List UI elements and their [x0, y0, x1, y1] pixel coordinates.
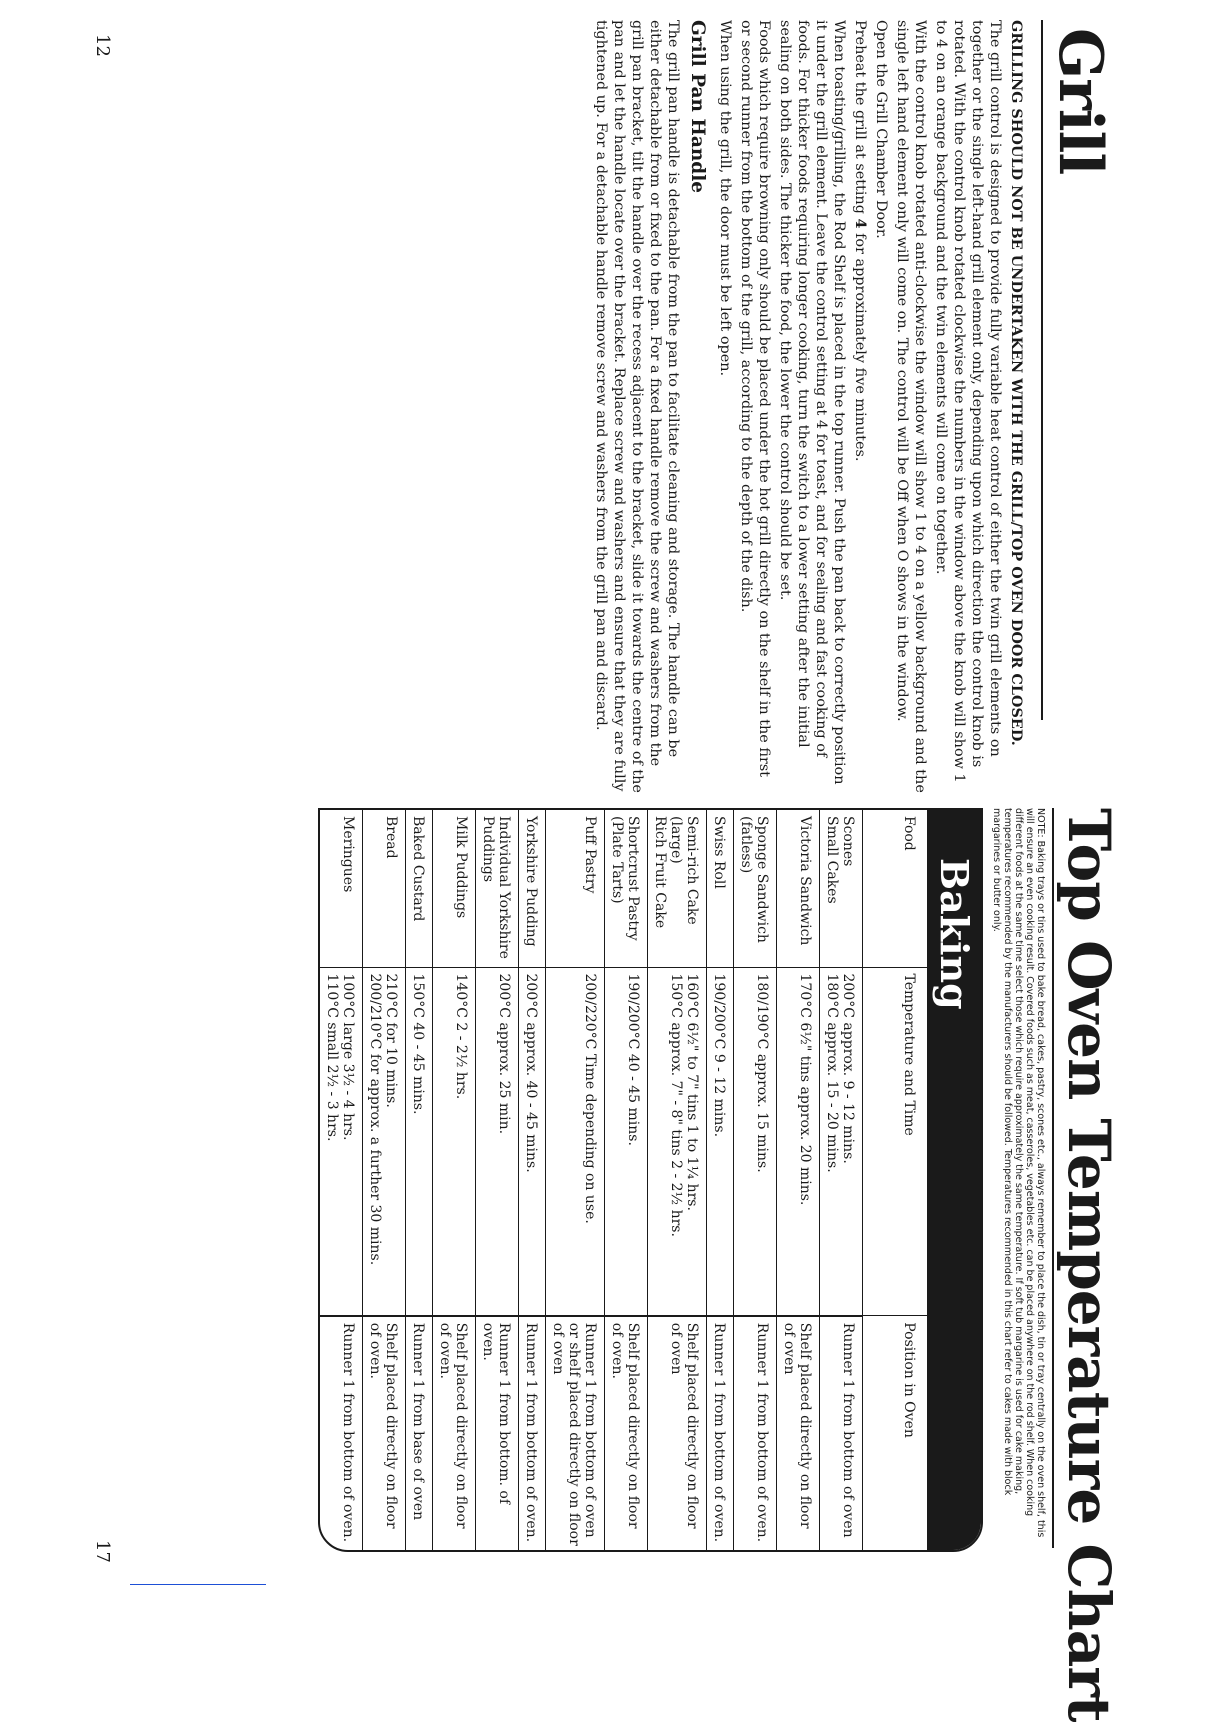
cell-food: Baked Custard	[406, 810, 433, 967]
grill-pan-heading: Grill Pan Handle	[687, 20, 708, 194]
grill-paragraph-anticlockwise: With the control knob rotated anti-clockwise the window will show 1 to 4 on a yellow background and the single left hand element only will come on. The control will be Off when O shows in the window.	[894, 20, 928, 793]
table-row	[707, 810, 734, 1550]
cell-temperature-time: 170°C 6½" tins approx. 20 mins.	[777, 967, 820, 1316]
grill-body	[592, 20, 1025, 795]
cell-temperature-time: 200°C approx. 40 - 45 mins.	[519, 967, 546, 1316]
page-number-right: 17	[92, 1540, 113, 1563]
cell-food: Scones Small Cakes	[820, 810, 863, 967]
baking-table-body	[320, 810, 863, 1550]
baking-table-box	[318, 808, 983, 1552]
grill-paragraph-browning: Foods which require browning only should be placed under the hot grill directly on the shelf in the first or second runner from the bottom of the grill, according to the depth of the dish.	[738, 20, 772, 778]
cell-temperature-time: 180/190°C approx. 15 mins.	[734, 967, 777, 1316]
cell-position: Shelf placed directly on floor of oven.	[433, 1316, 476, 1550]
chart-page	[102, 808, 1123, 1722]
chart-title: Top Oven Temperature Chart	[1055, 808, 1123, 1722]
cell-position: Shelf placed directly on floor of oven.	[605, 1316, 648, 1550]
cell-position: Runner 1 from bottom of oven.	[707, 1316, 734, 1550]
table-row	[519, 810, 546, 1550]
cell-position: Shelf placed directly on floor of oven	[777, 1316, 820, 1550]
table-row	[777, 810, 820, 1550]
cell-position: Shelf placed directly on floor of oven	[648, 1316, 707, 1550]
table-row	[605, 810, 648, 1550]
cell-temperature-time: 200°C approx. 9 - 12 mins. 180°C approx. 15 - 20 mins.	[820, 967, 863, 1316]
baking-table	[320, 810, 927, 1550]
cell-position: Runner 1 from base of oven	[406, 1316, 433, 1550]
cell-food: Meringues	[320, 810, 363, 967]
cell-food: Individual Yorkshire Puddings	[476, 810, 519, 967]
preheat-setting: 4	[852, 218, 869, 229]
cell-position: Runner 1 from bottom of oven or shelf placed directly on floor of oven	[546, 1316, 605, 1550]
cell-temperature-time: 200/220°C Time depending on use.	[546, 967, 605, 1316]
cell-food: Bread	[363, 810, 406, 967]
cell-food: Puff Pastry	[546, 810, 605, 967]
preheat-text: Preheat the grill at setting	[852, 20, 868, 219]
cell-food: Semi-rich Cake (large) Rich Fruit Cake	[648, 810, 707, 967]
cell-food: Swiss Roll	[707, 810, 734, 967]
table-row	[406, 810, 433, 1550]
chart-title-rule	[1052, 808, 1054, 1548]
grill-paragraph-door-open: When using the grill, the door must be left open.	[717, 20, 733, 377]
grill-title: Grill	[1045, 28, 1115, 175]
cell-temperature-time: 160°C 6½" to 7" tins 1 to 1¼ hrs. 150°C approx. 7" - 8" tins 2 - 2½ hrs.	[648, 967, 707, 1316]
cell-position: Runner 1 from bottom of oven.	[320, 1316, 363, 1550]
table-row	[476, 810, 519, 1550]
table-row	[734, 810, 777, 1550]
cell-position: Runner 1 from bottom of oven.	[734, 1316, 777, 1550]
cell-food: Shortcrust Pastry (Plate Tarts)	[605, 810, 648, 967]
cell-food: Sponge Sandwich (fatless)	[734, 810, 777, 967]
cell-temperature-time: 150°C 40 - 45 mins.	[406, 967, 433, 1316]
grill-paragraph-preheat	[851, 20, 869, 795]
cell-position: Runner 1 from bottom of oven.	[519, 1316, 546, 1550]
header-position: Position in Oven	[863, 1316, 928, 1550]
cell-temperature-time: 190/200°C 40 - 45 mins.	[605, 967, 648, 1316]
cell-temperature-time: 190/200°C 9 - 12 mins.	[707, 967, 734, 1316]
grill-paragraph-open-door: Open the Grill Chamber Door.	[873, 20, 889, 239]
table-row	[546, 810, 605, 1550]
cell-food: Yorkshire Pudding	[519, 810, 546, 967]
cell-food: Milk Puddings	[433, 810, 476, 967]
cell-food: Victoria Sandwich	[777, 810, 820, 967]
cell-temperature-time: 100°C large 3½ - 4 hrs. 110°C small 2½ - 3 hrs.	[320, 967, 363, 1316]
cell-position: Runner 1 from bottom. of oven.	[476, 1316, 519, 1550]
grill-paragraph-toasting: When toasting/grilling, the Rod Shelf is placed in the top runner. Push the pan back to correctly position it under the grill element. Leave the control setting at 4 for toast, and for sealing and fast cooking of foods. For thicker foods requiring longer cooking, turn the switch to a lower setting after the initial sealing on both sides. The thicker the food, the lower the control should be set.	[777, 20, 847, 785]
grill-page	[380, 20, 1115, 795]
cell-temperature-time: 210°C for 10 mins. 200/210°C for approx. a further 30 mins.	[363, 967, 406, 1316]
cell-position: Shelf placed directly on floor of oven.	[363, 1316, 406, 1550]
grill-warning: GRILLING SHOULD NOT BE UNDERTAKEN WITH THE GRILL/TOP OVEN DOOR CLOSED.	[1008, 20, 1025, 746]
cell-temperature-time: 140°C 2 - 2½ hrs.	[433, 967, 476, 1316]
cell-temperature-time: 200°C approx. 25 min.	[476, 967, 519, 1316]
cell-position: Runner 1 from bottom of oven	[820, 1316, 863, 1550]
table-row	[320, 810, 363, 1550]
header-temperature-time: Temperature and Time	[863, 967, 928, 1316]
table-row	[363, 810, 406, 1550]
preheat-text-end: for approximately five minutes.	[852, 228, 868, 462]
table-row	[648, 810, 707, 1550]
table-row	[820, 810, 863, 1550]
table-row	[433, 810, 476, 1550]
grill-paragraph-pan-handle: The grill pan handle is detachable from the pan to facilitate cleaning and storage. The handle can be either detachable from or fixed to the pan. For a fixed handle remove the screw and washers from the grill pan bracket, tilt the handle over the recess adjacent to the bracket, slide it towards the centre of the pan and let the handle locate over the bracket. Replace screw and washers and ensure that they are fully tightened up. For a detachable handle remove screw and washers from the grill pan and discard.	[593, 20, 681, 793]
baking-table-header	[863, 810, 928, 1550]
header-food: Food	[901, 816, 917, 851]
baking-banner: Baking	[927, 810, 981, 1550]
grill-paragraph-control: The grill control is designed to provide fully variable heat control of either the twin grill elements on together or the single left-hand grill element only, depending upon which direction the control knob is rotated. With the control knob rotated clockwise the numbers in the window above the knob will show 1 to 4 on an orange background and the twin elements will come on together.	[933, 20, 1003, 783]
chart-note: NOTE: Baking trays or tins used to bake bread, cakes, pastry, scones etc., always remember to place the dish, tin or tray centrally on the oven shelf, this will ensure an even cooking result. Covered foods such as meat, casseroles, vegetables etc. can be placed anywhere on the rod shelf. When cooking different foods at the same time select those which require approximately the same temperature. If soft tub margarine is used for cake making, temperatures recommended by the manufacturers should be followed. Temperatures recommended in this chart refer to cakes made with block margarines or butter only.	[991, 808, 1046, 1538]
page-number-left: 12	[92, 34, 113, 57]
title-rule	[1041, 20, 1043, 720]
